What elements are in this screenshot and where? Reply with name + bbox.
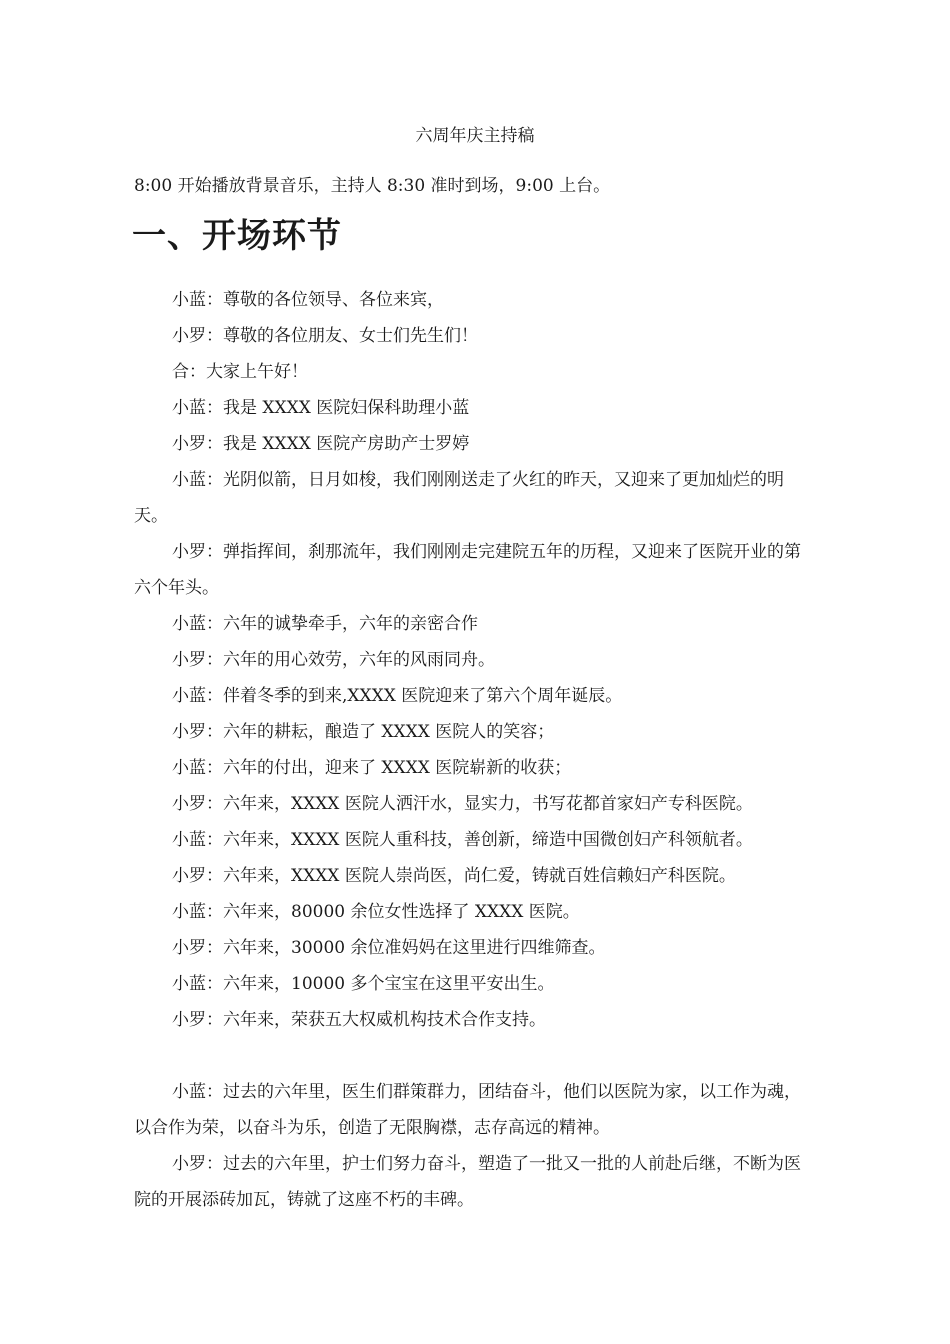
paragraph-break [134,1038,814,1074]
script-line: 小蓝：六年来，XXXX 医院人重科技，善创新，缔造中国微创妇产科领航者。 [172,830,753,850]
script-line: 小罗：六年的用心效劳，六年的风雨同舟。 [172,650,495,670]
script-line: 小蓝：过去的六年里，医生们群策群力，团结奋斗，他们以医院为家，以工作为魂，以合作为荣，以奋斗为乐，创造了无限胸襟，志存高远的精神。 [134,1082,801,1138]
script-line: 小蓝：六年来，10000 多个宝宝在这里平安出生。 [172,974,555,994]
script-line: 小罗：六年的耕耘，酿造了 XXXX 医院人的笑容； [172,722,555,742]
section-heading: 一、开场环节 [132,216,342,256]
script-line: 小罗：六年来，XXXX 医院人崇尚医，尚仁爱，铸就百姓信赖妇产科医院。 [172,866,736,886]
script-line: 小蓝：六年的诚挚牵手，六年的亲密合作 [172,614,478,634]
script-line: 小罗：弹指挥间，刹那流年，我们刚刚走完建院五年的历程，又迎来了医院开业的第六个年头。 [134,542,801,598]
script-line: 小罗：六年来，荣获五大权威机构技术合作支持。 [172,1010,546,1030]
script-line: 小罗：尊敬的各位朋友、女士们先生们！ [172,326,478,346]
script-body [134,282,814,1218]
script-line: 小蓝：伴着冬季的到来,XXXX 医院迎来了第六个周年诞辰。 [172,686,623,706]
script-line: 小罗：六年来，30000 余位准妈妈在这里进行四维筛查。 [172,938,606,958]
document-title: 六周年庆主持稿 [415,126,535,146]
script-line: 合：大家上午好！ [172,362,308,382]
intro-line: 8:00 开始播放背景音乐，主持人 8:30 准时到场，9:00 上台。 [134,176,611,196]
script-line: 小蓝：光阴似箭，日月如梭，我们刚刚送走了火红的昨天，又迎来了更加灿烂的明天。 [134,470,784,526]
script-line: 小蓝：六年的付出，迎来了 XXXX 医院崭新的收获； [172,758,572,778]
script-line: 小蓝：尊敬的各位领导、各位来宾， [172,290,444,310]
script-line: 小罗：六年来，XXXX 医院人洒汗水，显实力，书写花都首家妇产专科医院。 [172,794,753,814]
script-line: 小罗：我是 XXXX 医院产房助产士罗婷 [172,434,470,454]
script-line: 小罗：过去的六年里，护士们努力奋斗，塑造了一批又一批的人前赴后继，不断为医院的开展添砖加瓦，铸就了这座不朽的丰碑。 [134,1154,801,1210]
script-line: 小蓝：六年来，80000 余位女性选择了 XXXX 医院。 [172,902,580,922]
script-line: 小蓝：我是 XXXX 医院妇保科助理小蓝 [172,398,470,418]
